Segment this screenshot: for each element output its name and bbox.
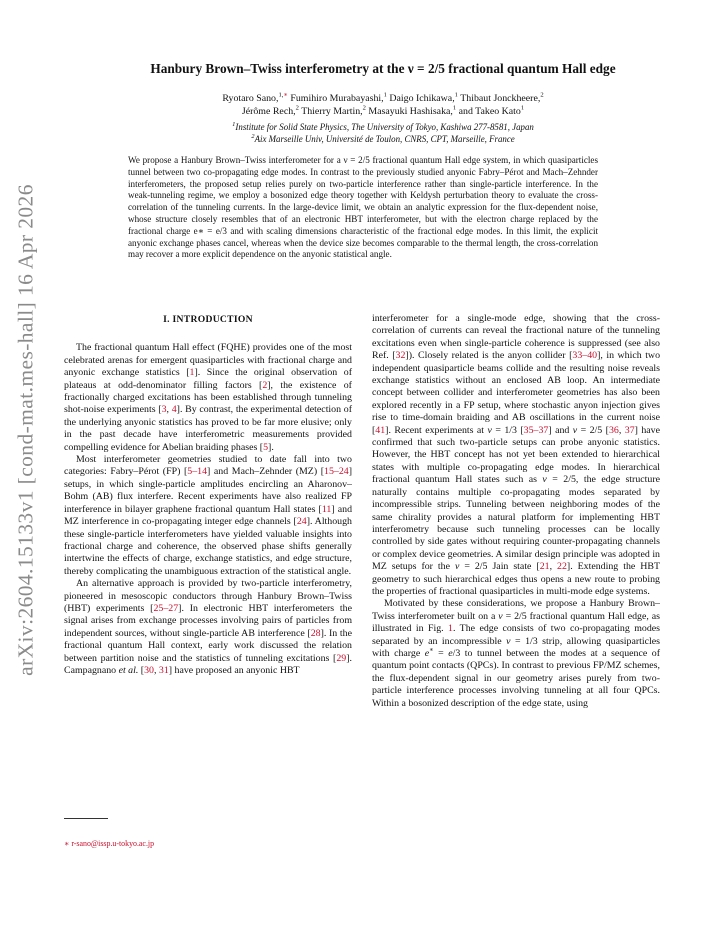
footnote-rule xyxy=(64,818,108,819)
intro-paragraph-4: interferometer for a single-mode edge, showing that the cross-correlation of currents can reveal the fractional nature of the tunneling excitations even when single-particle coherence is suppressed (see also Ref. [32]). Closely related is the anyon collider [33–40], in which two independent quasiparticle beams collide and the resulting noise reveals exchange statistics without an enclosed AB loop. An intermediate concept between collider and interferometer geometries has also been explored recently in a FP setup, where stochastic anyon injection gives rise to time-domain braiding and AB oscillations in the current noise [41]. Recent experiments at ν = 1/3 [35–37] and ν = 2/5 [36, 37] have confirmed that such two-particle setups can probe anyonic statistics. However, the HBT concept has not yet been extended to hierarchical states with multiple co-propagating edge modes. In hierarchical fractional quantum Hall states such as ν = 2/5, the edge structure naturally contains multiple co-propagating modes separated by incompressible strips. Tunneling between neighboring modes of the same chirality provides a natural platform for implementing HBT interferometry because such tunneling processes can be locally controlled by side gates without requiring counter-propagating channels or complex device geometries. A similar design principle was adopted in MZ setups for the ν = 2/5 Jain state [21, 22]. Extending the HBT geometry to such hierarchical edges thus opens a new route to probing the properties of fractional quasiparticles in multi-mode edge systems. xyxy=(372,313,661,597)
left-column xyxy=(64,314,352,677)
author-line-2: Jérôme Rech,$^2$ Thierry Martin,$^2$ Masayuki Hashisaka,$^1$ and Takeo Kato$^1$ xyxy=(241,104,525,118)
footnote-email[interactable]: ∗ r-sano@issp.u-tokyo.ac.jp xyxy=(64,839,155,848)
intro-paragraph-3: An alternative approach is provided by two-particle interferometry, pioneered in mesoscopic conductors through Hanbury Brown–Twiss (HBT) experiments [25–27]. In electronic HBT interferometers the signal arises from exchange processes involving pairs of particles from independent sources, without single-particle AB interference [28]. In the fractional quantum Hall context, early work discussed the relation between partition noise and the statistics of tunneling excitations [29]. Campagnano et al. [30, 31] have proposed an anyonic HBT xyxy=(64,578,352,676)
arxiv-identifier-text: arXiv:2604.15133v1 [cond-mat.mes-hall] 16 Apr 2026 xyxy=(13,184,38,676)
intro-paragraph-5: Motivated by these considerations, we propose a Hanbury Brown–Twiss interferometer built on a ν = 2/5 fractional quantum Hall edge, as illustrated in Fig. 1. The edge consists of two co-propagating modes separated by an incompressible ν = 1/3 strip, allowing quasiparticles with charge e∗ = e/3 to tunnel between the modes at a sequence of quantum point contacts (QPCs). In contrast to previous FP/MZ schemes, the flux-dependent signal in our geometry arises purely from two-particle interference processes involving tunneling at all four QPCs. Within a bosonized description of the edge state, using xyxy=(372,598,660,709)
intro-paragraph-1: The fractional quantum Hall effect (FQHE) provides one of the most celebrated arenas for emergent quasiparticles with fractional charge and anyonic exchange statistics [1]. Since the original observation of plateaus at odd-denominator filling factors [2], the existence of fractionally charged excitations has been established through tunneling shot-noise experiments [3, 4]. By contrast, the experimental detection of the underlying anyonic statistics has proved to be far more elusive; only in the past decade have interferometric measurements provided compelling evidence for Abelian braiding phases [5]. xyxy=(64,342,352,453)
affiliations xyxy=(60,122,706,146)
author-list xyxy=(60,92,706,118)
author-line-1: Ryotaro Sano,$^{1,∗}$ Fumihiro Murabayashi,$^1$ Daigo Ichikawa,$^1$ Thibaut Jonckheere,$^2$ xyxy=(222,91,544,104)
affiliation-2: $^2$Aix Marseille Univ, Université de Toulon, CNRS, CPT, Marseille, France xyxy=(251,132,515,144)
affiliation-1: $^1$Institute for Solid State Physics, The University of Tokyo, Kashiwa 277-8581, Japan xyxy=(232,121,534,132)
paper-title: Hanbury Brown–Twiss interferometry at the ν = 2/5 fractional quantum Hall edge xyxy=(150,61,616,76)
abstract: We propose a Hanbury Brown–Twiss interferometer for a ν = 2/5 fractional quantum Hall edge system, in which quasiparticles tunnel between two co-propagating edge modes. In contrast to the previously studied anyonic Fabry–Pérot and Mach–Zehnder interferometers, the proposed setup relies purely on two-particle interference rather than single-particle interference. In the weak-tunneling regime, we employ a bosonized edge theory together with Keldysh perturbation theory to evaluate the cross-correlation of the tunneling currents. In the large-device limit, we obtain an analytic expression for the flux-dependent noise, whose structure closely resembles that of an electronic HBT interferometer, but with the electron charge replaced by the fractional charge e∗ = e/3 and with scaling dimensions characteristic of the fractional edge modes. In this limit, the explicit anyonic exchange phases cancel, whereas when the device size becomes comparable to the thermal length, the cross-correlation may recover a more explicit dependence on the anyonic statistical angle. xyxy=(128,155,598,260)
section-heading: I. INTRODUCTION xyxy=(163,314,253,325)
intro-paragraph-2: Most interferometer geometries studied to date fall into two categories: Fabry–Pérot (FP) [5–14] and Mach–Zehnder (MZ) [15–24] setups, in which single-particle amplitudes encircling an Aharonov–Bohm (AB) flux interfere. Recent experiments have also realized FP interference in bilayer graphene fractional quantum Hall states [11] and MZ interference in co-propagating integer edge channels [24]. Although these single-particle interferometers have yielded valuable insights into fractional charge and coherence, the observed phase shifts generally intertwine the effects of charge, exchange statistics, and edge structure, thereby complicating the unambiguous extraction of the statistical angle. xyxy=(64,454,353,577)
right-column xyxy=(372,313,660,710)
arxiv-identifier xyxy=(8,184,44,676)
